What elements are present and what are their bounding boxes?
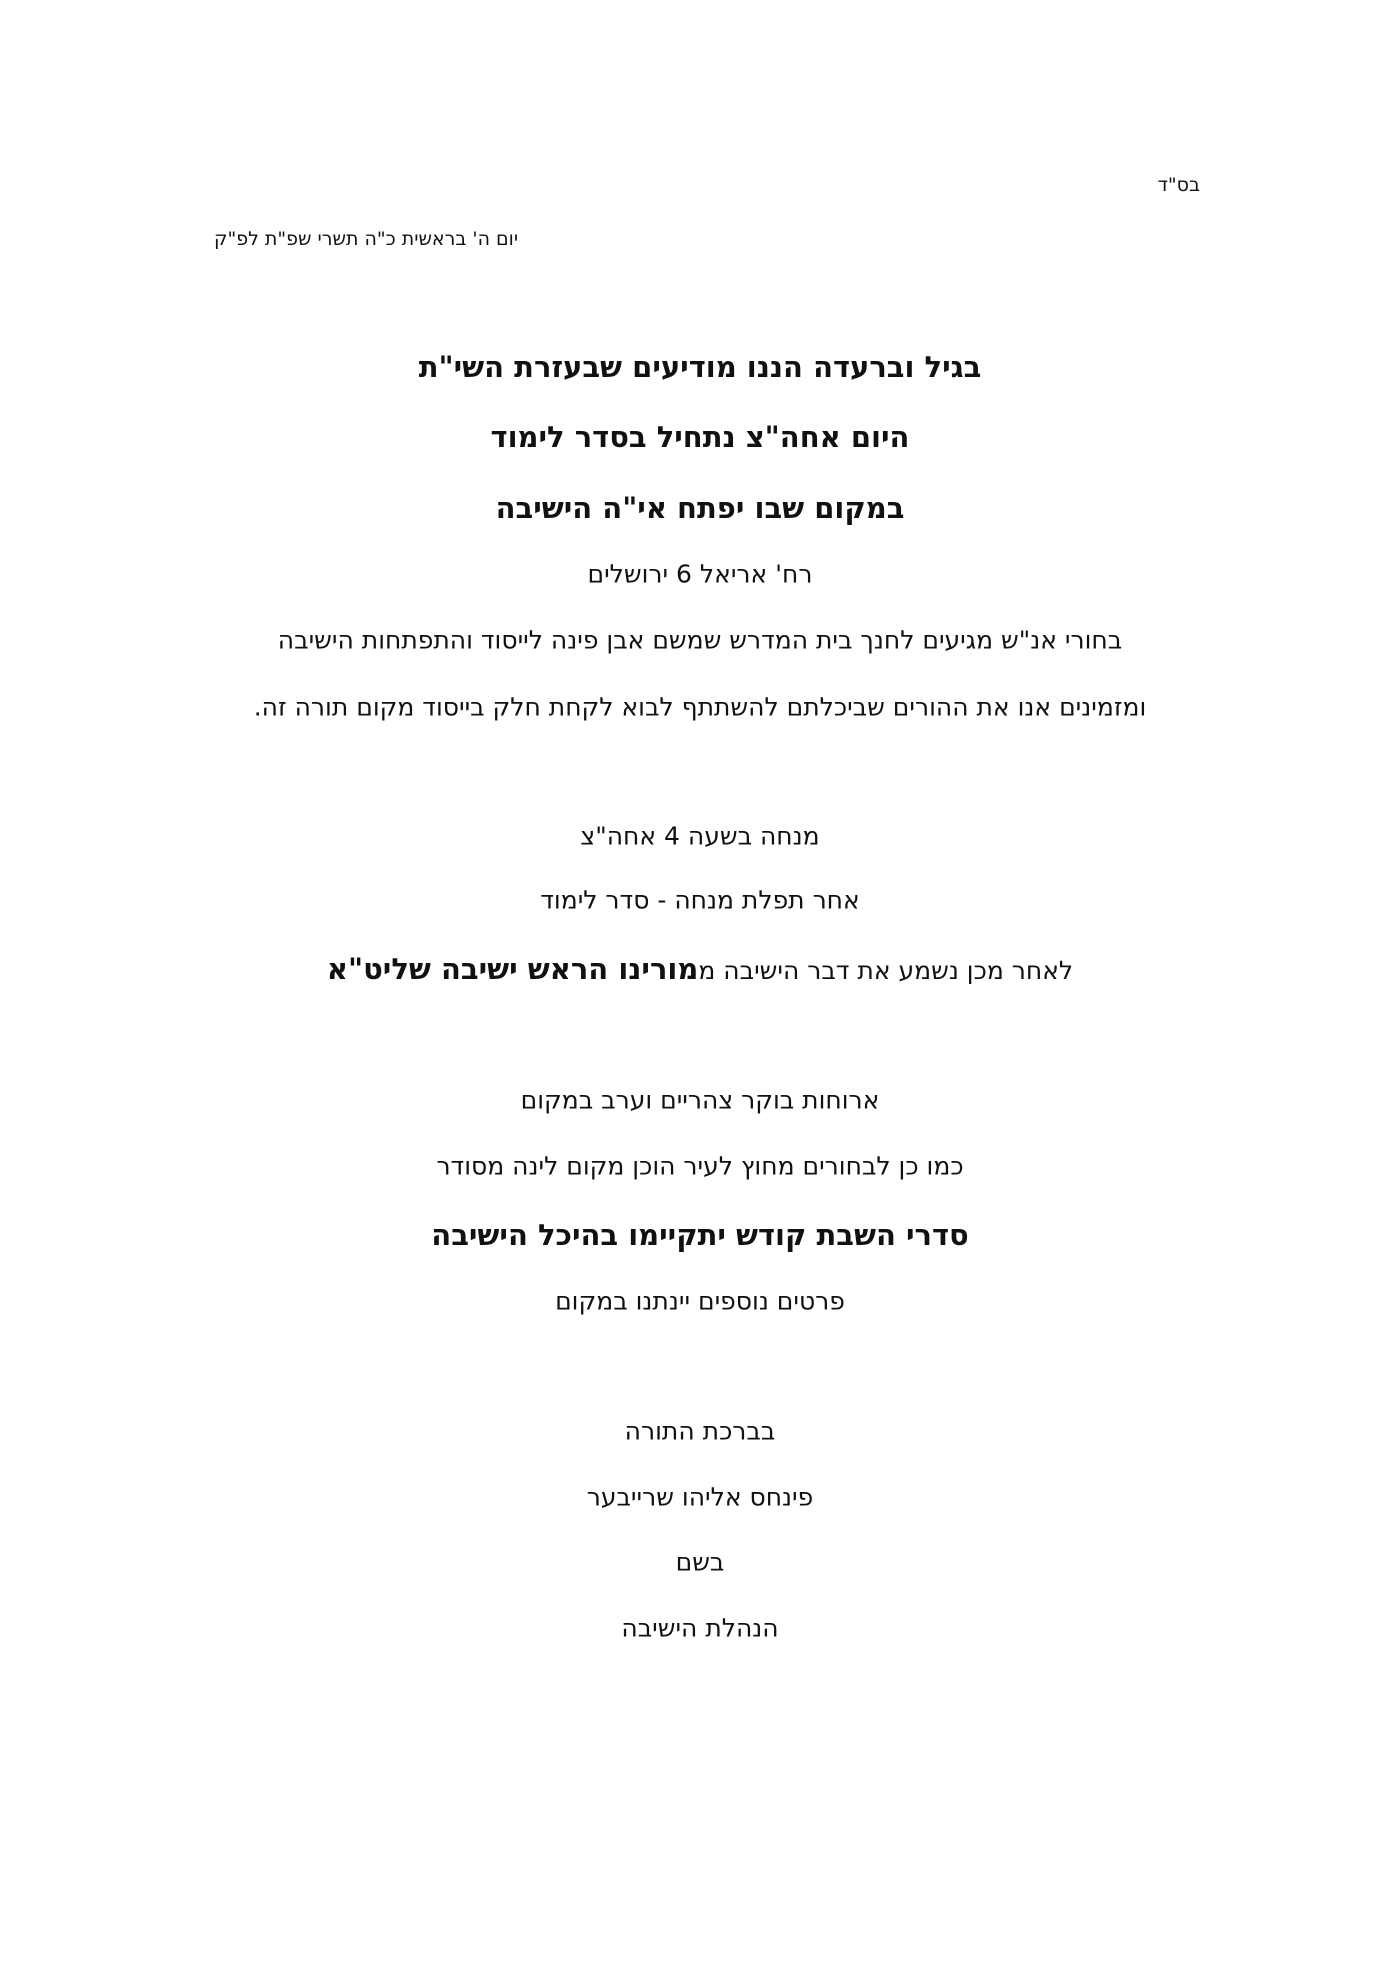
meals-info: ארוחות בוקר צהריים וערב במקום	[520, 1085, 880, 1115]
after-minha: אחר תפלת מנחה - סדר לימוד	[540, 885, 860, 915]
date-line: יום ה' בראשית כ"ה תשרי שפ"ת לפ"ק	[214, 228, 519, 250]
signature-org: הנהלת הישיבה	[621, 1613, 779, 1643]
body-paragraph-1: בחורי אנ"ש מגיעים לחנך בית המדרש שמשם אבן פינה לייסוד והתפתחות הישיבה	[277, 625, 1123, 655]
title-line-3: במקום שבו יפתח אי"ה הישיבה	[495, 491, 905, 525]
lodging-info: כמו כן לבחורים מחוץ לעיר הוכן מקום לינה מסודר	[436, 1151, 964, 1181]
lecture-prefix: לאחר מכן נשמע את דבר הישיבה מ	[698, 956, 1074, 985]
minha-time: מנחה בשעה 4 אחה"צ	[580, 821, 820, 851]
signature-blessing: בברכת התורה	[624, 1416, 776, 1446]
signature-on-behalf: בשם	[675, 1547, 725, 1577]
title-line-2: היום אחה"צ נתחיל בסדר לימוד	[490, 420, 910, 454]
lecture-line	[0, 952, 1400, 986]
lecture-speaker: מורינו הראש ישיבה שליט"א	[326, 952, 699, 986]
bsd-header: בס"ד	[1157, 174, 1200, 196]
body-paragraph-2: ומזמינים אנו את ההורים שביכלתם להשתתף לבוא לקחת חלק בייסוד מקום תורה זה.	[253, 692, 1147, 722]
address: רח' אריאל 6 ירושלים	[587, 559, 813, 589]
shabbat-info: סדרי השבת קודש יתקיימו בהיכל הישיבה	[431, 1218, 969, 1252]
title-line-1: בגיל וברעדה הננו מודיעים שבעזרת השי"ת	[418, 350, 982, 384]
signature-name: פינחס אליהו שרייבער	[586, 1482, 814, 1512]
details-info: פרטים נוספים יינתנו במקום	[555, 1286, 845, 1316]
